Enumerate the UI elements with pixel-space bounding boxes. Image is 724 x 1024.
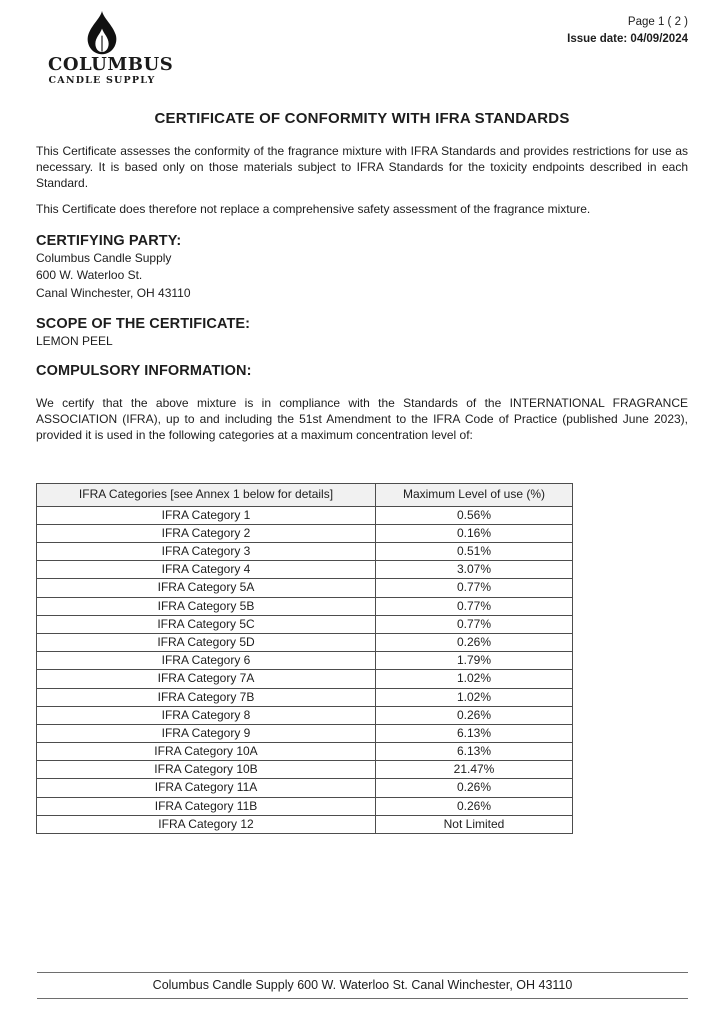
max-level-cell: 1.02% <box>376 670 573 688</box>
category-cell: IFRA Category 12 <box>37 815 376 833</box>
max-level-cell: 0.77% <box>376 615 573 633</box>
category-cell: IFRA Category 1 <box>37 506 376 524</box>
issue-date: Issue date: 04/09/2024 <box>567 32 688 45</box>
logo-company-name: COLUMBUS <box>48 54 174 75</box>
category-cell: IFRA Category 5A <box>37 579 376 597</box>
intro-paragraph-2: This Certificate does therefore not replace a comprehensive safety assessment of the fragrance mixture. <box>36 202 591 217</box>
company-logo <box>48 10 174 86</box>
max-level-cell: 0.51% <box>376 543 573 561</box>
footer-address: Columbus Candle Supply 600 W. Waterloo St. Canal Winchester, OH 43110 <box>152 978 573 992</box>
certifying-party-address <box>36 251 688 301</box>
table-row <box>37 652 573 670</box>
max-level-cell: 0.26% <box>376 706 573 724</box>
max-level-cell: 6.13% <box>376 743 573 761</box>
max-level-cell: 0.26% <box>376 779 573 797</box>
table-header-row <box>37 483 573 506</box>
category-cell: IFRA Category 5B <box>37 597 376 615</box>
category-cell: IFRA Category 5D <box>37 633 376 651</box>
column-header-categories: IFRA Categories [see Annex 1 below for details] <box>37 483 376 506</box>
category-cell: IFRA Category 7A <box>37 670 376 688</box>
category-cell: IFRA Category 11A <box>37 779 376 797</box>
max-level-cell: 1.02% <box>376 688 573 706</box>
page-header <box>36 10 688 86</box>
ifra-table-body <box>37 506 573 833</box>
category-cell: IFRA Category 8 <box>37 706 376 724</box>
category-cell: IFRA Category 10B <box>37 761 376 779</box>
category-cell: IFRA Category 11B <box>37 797 376 815</box>
max-level-cell: 0.56% <box>376 506 573 524</box>
scope-heading: SCOPE OF THE CERTIFICATE: <box>36 315 251 332</box>
max-level-cell: Not Limited <box>376 815 573 833</box>
document-title: CERTIFICATE OF CONFORMITY WITH IFRA STANDARDS <box>154 110 570 128</box>
category-cell: IFRA Category 6 <box>37 652 376 670</box>
table-row <box>37 688 573 706</box>
max-level-cell: 1.79% <box>376 652 573 670</box>
table-row <box>37 724 573 742</box>
table-row <box>37 815 573 833</box>
address-line: Canal Winchester, OH 43110 <box>36 285 191 300</box>
table-row <box>37 561 573 579</box>
column-header-max-level: Maximum Level of use (%) <box>376 483 573 506</box>
max-level-cell: 0.77% <box>376 579 573 597</box>
category-cell: IFRA Category 9 <box>37 724 376 742</box>
max-level-cell: 21.47% <box>376 761 573 779</box>
category-cell: IFRA Category 3 <box>37 543 376 561</box>
ifra-categories-table <box>36 483 573 834</box>
max-level-cell: 0.26% <box>376 633 573 651</box>
category-cell: IFRA Category 4 <box>37 561 376 579</box>
compulsory-heading: COMPULSORY INFORMATION: <box>36 362 252 379</box>
category-cell: IFRA Category 5C <box>37 615 376 633</box>
table-row <box>37 761 573 779</box>
table-row <box>37 506 573 524</box>
table-row <box>37 543 573 561</box>
category-cell: IFRA Category 2 <box>37 524 376 542</box>
category-cell: IFRA Category 10A <box>37 743 376 761</box>
page-number: Page 1 ( 2 ) <box>627 16 688 28</box>
scope-value: LEMON PEEL <box>36 333 113 348</box>
certifying-party-heading: CERTIFYING PARTY: <box>36 233 182 250</box>
table-row <box>37 779 573 797</box>
page-footer <box>37 972 688 999</box>
flame-icon <box>48 10 156 56</box>
table-row <box>37 706 573 724</box>
table-row <box>37 797 573 815</box>
compulsory-paragraph: We certify that the above mixture is in compliance with the Standards of the INTERNATIONAL FRAGRANCE ASSOCIATION (IFRA), up to and including the 51st Amendment to the IFRA Code of Practice (published June 2023), provided it is used in the following categories at a maximum concentration level of: <box>36 395 688 442</box>
table-row <box>37 670 573 688</box>
table-row <box>37 524 573 542</box>
address-line: Columbus Candle Supply <box>36 251 172 266</box>
table-row <box>37 633 573 651</box>
max-level-cell: 0.26% <box>376 797 573 815</box>
max-level-cell: 0.16% <box>376 524 573 542</box>
address-line: 600 W. Waterloo St. <box>36 268 143 283</box>
max-level-cell: 6.13% <box>376 724 573 742</box>
max-level-cell: 0.77% <box>376 597 573 615</box>
category-cell: IFRA Category 7B <box>37 688 376 706</box>
page-info <box>567 10 688 47</box>
table-row <box>37 579 573 597</box>
intro-paragraph-1: This Certificate assesses the conformity of the fragrance mixture with IFRA Standards and provides restrictions for use as necessary. It is based only on those materials subject to IFRA Standards for the toxicity endpoints described in each Standard. <box>36 144 688 191</box>
table-row <box>37 615 573 633</box>
table-row <box>37 597 573 615</box>
logo-company-subtitle: CANDLE SUPPLY <box>48 74 156 86</box>
table-row <box>37 743 573 761</box>
max-level-cell: 3.07% <box>376 561 573 579</box>
